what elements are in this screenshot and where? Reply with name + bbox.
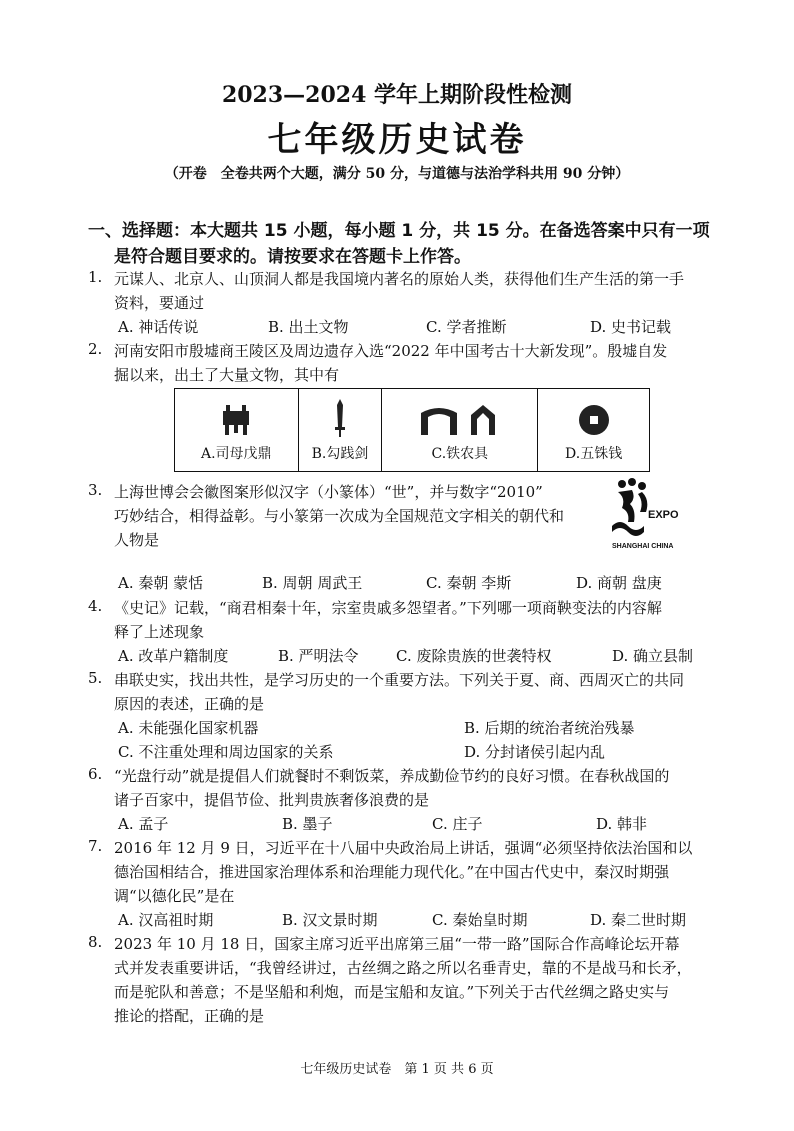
option-a: A. 秦朝 蒙恬 [118, 574, 204, 592]
question-number: 8. [88, 933, 103, 951]
option-c: C. 学者推断 [426, 318, 507, 336]
question-text: 德治国相结合，推进国家治理体系和治理能力现代化。”在中国古代史中，秦汉时期强 [114, 863, 670, 881]
section-heading-line1: 一、选择题：本大题共 15 小题，每小题 1 分，共 15 分。在备选答案中只有一项 [88, 221, 710, 241]
section-heading-line2: 是符合题目要求的。请按要求在答题卡上作答。 [114, 247, 471, 267]
artifact-label-c: C.铁农具 [431, 446, 489, 462]
exam-note: （开卷 全卷共两个大题，满分 50 分，与道德与法治学科共用 90 分钟） [164, 166, 630, 182]
artifact-cell-d [538, 389, 650, 472]
coin-icon [577, 403, 611, 437]
option-b: B. 严明法令 [278, 647, 359, 665]
question-number: 3. [88, 481, 103, 499]
ding-vessel-icon [219, 403, 253, 437]
question-text: 串联史实，找出共性，是学习历史的一个重要方法。下列关于夏、商、西周灭亡的共同 [114, 671, 685, 689]
question-text: 上海世博会会徽图案形似汉字（小篆体）“世”，并与数字“2010” [114, 483, 543, 501]
option-c: C. 秦朝 李斯 [426, 574, 512, 592]
artifact-cell-b [298, 389, 382, 472]
question-text: 式并发表重要讲话，“我曾经讲过，古丝绸之路之所以名垂青史，靠的不是战马和长矛， [114, 959, 692, 977]
question-text: 释了上述现象 [114, 623, 205, 641]
question-number: 5. [88, 669, 103, 687]
artifact-label-d: D.五铢钱 [565, 446, 623, 462]
exam-subtitle: 2023—2024 学年上期阶段性检测 [221, 82, 573, 108]
logo-expo-text: EXPO [648, 509, 679, 521]
artifact-label-a: A.司母戊鼎 [200, 446, 272, 462]
artifact-table [174, 388, 650, 472]
artifact-label-b: B.勾践剑 [311, 446, 369, 462]
question-text: 诸子百家中，提倡节俭、批判贵族奢侈浪费的是 [114, 791, 430, 809]
artifact-cell-a [175, 389, 299, 472]
option-c: C. 秦始皇时期 [432, 911, 528, 929]
question-text: 2023 年 10 月 18 日，国家主席习近平出席第三届“一带一路”国际合作高峰论坛开幕 [114, 935, 680, 953]
question-text: 资料，要通过 [114, 294, 205, 312]
option-d: D. 商朝 盘庚 [576, 574, 662, 592]
question-text: 掘以来，出土了大量文物，其中有 [114, 366, 340, 384]
question-text: 原因的表述，正确的是 [114, 695, 265, 713]
option-c: C. 不注重处理和周边国家的关系 [118, 743, 334, 761]
option-d: D. 秦二世时期 [590, 911, 687, 929]
option-d: D. 分封诸侯引起内乱 [464, 743, 606, 761]
question-number: 2. [88, 340, 103, 358]
option-c: C. 庄子 [432, 815, 483, 833]
expo-2010-logo [608, 478, 690, 550]
question-text: 人物是 [114, 531, 160, 549]
option-b: B. 周朝 周武王 [262, 574, 363, 592]
artifact-cell-c [382, 389, 538, 472]
option-b: B. 后期的统治者统治残暴 [464, 719, 635, 737]
question-text: 元谋人、北京人、山顶洞人都是我国境内著名的原始人类，获得他们生产生活的第一手 [114, 270, 685, 288]
question-text: 巧妙结合，相得益彰。与小篆第一次成为全国规范文字相关的朝代和 [114, 507, 565, 525]
exam-title: 七年级历史试卷 [267, 120, 527, 160]
option-b: B. 出土文物 [268, 318, 349, 336]
question-number: 6. [88, 765, 103, 783]
question-text: 而是驼队和善意；不是坚船和利炮，而是宝船和友谊。”下列关于古代丝绸之路史实与 [114, 983, 670, 1001]
option-d: D. 史书记载 [590, 318, 672, 336]
question-text: 推论的搭配，正确的是 [114, 1007, 265, 1025]
sword-icon [334, 399, 346, 437]
question-text: “光盘行动”就是提倡人们就餐时不剩饭菜，养成勤俭节约的良好习惯。在春秋战国的 [114, 767, 670, 785]
option-a: A. 神话传说 [118, 318, 199, 336]
logo-city-text: SHANGHAI CHINA [612, 543, 674, 550]
option-a: A. 汉高祖时期 [118, 911, 214, 929]
question-number: 1. [88, 268, 103, 286]
question-text: 2016 年 12 月 9 日，习近平在十八届中央政治局上讲话，强调“必须坚持依法治国和以 [114, 839, 693, 857]
option-d: D. 韩非 [596, 815, 648, 833]
option-b: B. 墨子 [282, 815, 333, 833]
option-a: A. 孟子 [118, 815, 169, 833]
option-d: D. 确立县制 [612, 647, 694, 665]
question-text: 调“以德化民”是在 [114, 887, 235, 905]
question-number: 4. [88, 597, 103, 615]
option-a: A. 改革户籍制度 [118, 647, 229, 665]
question-text: 河南安阳市殷墟商王陵区及周边遗存入选“2022 年中国考古十大新发现”。殷墟自发 [114, 342, 668, 360]
option-a: A. 未能强化国家机器 [118, 719, 259, 737]
question-text: 《史记》记载，“商君相秦十年，宗室贵戚多怨望者。”下列哪一项商鞅变法的内容解 [114, 599, 662, 617]
page-footer: 七年级历史试卷 第 1 页 共 6 页 [300, 1062, 494, 1077]
option-c: C. 废除贵族的世袭特权 [396, 647, 552, 665]
question-number: 7. [88, 837, 103, 855]
expo-emblem-icon [608, 478, 690, 550]
iron-tools-icon [417, 403, 503, 437]
option-b: B. 汉文景时期 [282, 911, 378, 929]
